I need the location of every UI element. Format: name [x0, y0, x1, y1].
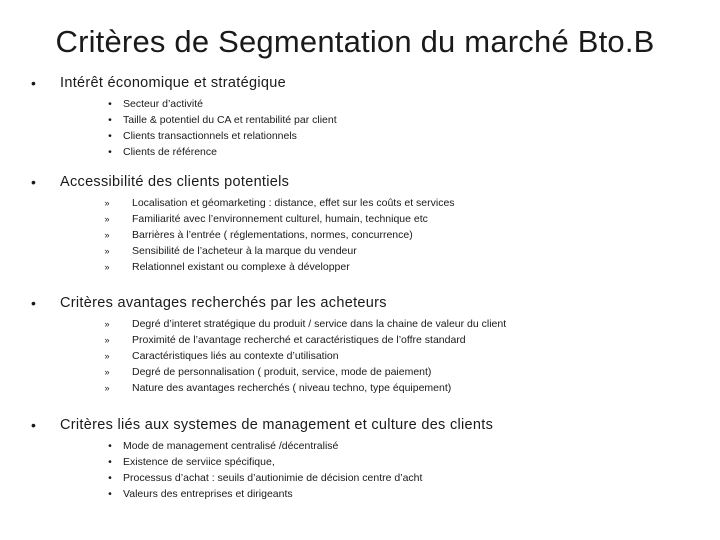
list-item [0, 227, 720, 243]
section-bullet: • [31, 75, 36, 91]
item-bullet: • [108, 114, 112, 126]
item-bullet: • [108, 456, 112, 468]
list-item [0, 259, 720, 275]
item-bullet: » [104, 367, 110, 377]
item-text: Proximité de l’avantage recherché et caractéristiques de l’offre standard [132, 334, 466, 346]
item-bullet: • [108, 130, 112, 142]
section-heading: Intérêt économique et stratégique [60, 75, 286, 91]
section-item-list [0, 195, 720, 275]
item-text: Processus d’achat : seuils d’autionimie de décision centre d’acht [123, 472, 423, 484]
list-item [0, 128, 720, 144]
item-text: Nature des avantages recherchés ( niveau techno, type équipement) [132, 382, 452, 394]
item-bullet: » [104, 335, 110, 345]
item-bullet: » [104, 383, 110, 393]
item-text: Taille & potentiel du CA et rentabilité par client [123, 114, 337, 126]
list-item [0, 243, 720, 259]
item-text: Relationnel existant ou complexe à développer [132, 261, 350, 273]
item-bullet: • [108, 440, 112, 452]
item-bullet: » [104, 214, 110, 224]
list-item [0, 316, 720, 332]
section-heading: Critères avantages recherchés par les acheteurs [60, 295, 387, 311]
item-bullet: » [104, 246, 110, 256]
item-text: Existence de serviice spécifique, [123, 456, 275, 468]
list-item [0, 332, 720, 348]
section-heading: Critères liés aux systemes de management et culture des clients [60, 417, 494, 433]
section-bullet: • [31, 417, 36, 433]
item-text: Degré d’interet stratégique du produit / service dans la chaine de valeur du client [132, 318, 507, 330]
list-item [0, 454, 720, 470]
list-item [0, 96, 720, 112]
item-bullet: » [104, 319, 110, 329]
item-text: Caractéristiques liés au contexte d’utilisation [132, 350, 339, 362]
item-bullet: » [104, 351, 110, 361]
item-bullet: » [104, 198, 110, 208]
item-text: Familiarité avec l’environnement culturel, humain, technique etc [132, 213, 428, 225]
item-text: Clients de référence [123, 146, 217, 158]
section-bullet: • [31, 174, 36, 190]
list-item [0, 144, 720, 160]
list-item [0, 348, 720, 364]
item-bullet: • [108, 472, 112, 484]
section-heading: Accessibilité des clients potentiels [60, 174, 290, 190]
item-bullet: • [108, 146, 112, 158]
item-bullet: » [104, 262, 110, 272]
list-item [0, 211, 720, 227]
list-item [0, 438, 720, 454]
section-item-list [0, 438, 720, 502]
item-text: Mode de management centralisé /décentralisé [123, 440, 339, 452]
list-item [0, 364, 720, 380]
section-item-list [0, 316, 720, 396]
list-item [0, 380, 720, 396]
item-bullet: • [108, 98, 112, 110]
item-bullet: » [104, 230, 110, 240]
section-item-list [0, 96, 720, 160]
item-text: Degré de personnalisation ( produit, service, mode de paiement) [132, 366, 432, 378]
item-text: Valeurs des entreprises et dirigeants [123, 488, 293, 500]
item-text: Secteur d’activité [123, 98, 203, 110]
list-item [0, 486, 720, 502]
item-text: Barrières à l’entrée ( réglementations, normes, concurrence) [132, 229, 413, 241]
slide-title: Critères de Segmentation du marché Bto.B [55, 24, 655, 59]
item-text: Sensibilité de l’acheteur à la marque du vendeur [132, 245, 357, 257]
section-bullet: • [31, 295, 36, 311]
list-item [0, 470, 720, 486]
item-text: Localisation et géomarketing : distance, effet sur les coûts et services [132, 197, 455, 209]
list-item [0, 195, 720, 211]
list-item [0, 112, 720, 128]
item-text: Clients transactionnels et relationnels [123, 130, 297, 142]
item-bullet: • [108, 488, 112, 500]
